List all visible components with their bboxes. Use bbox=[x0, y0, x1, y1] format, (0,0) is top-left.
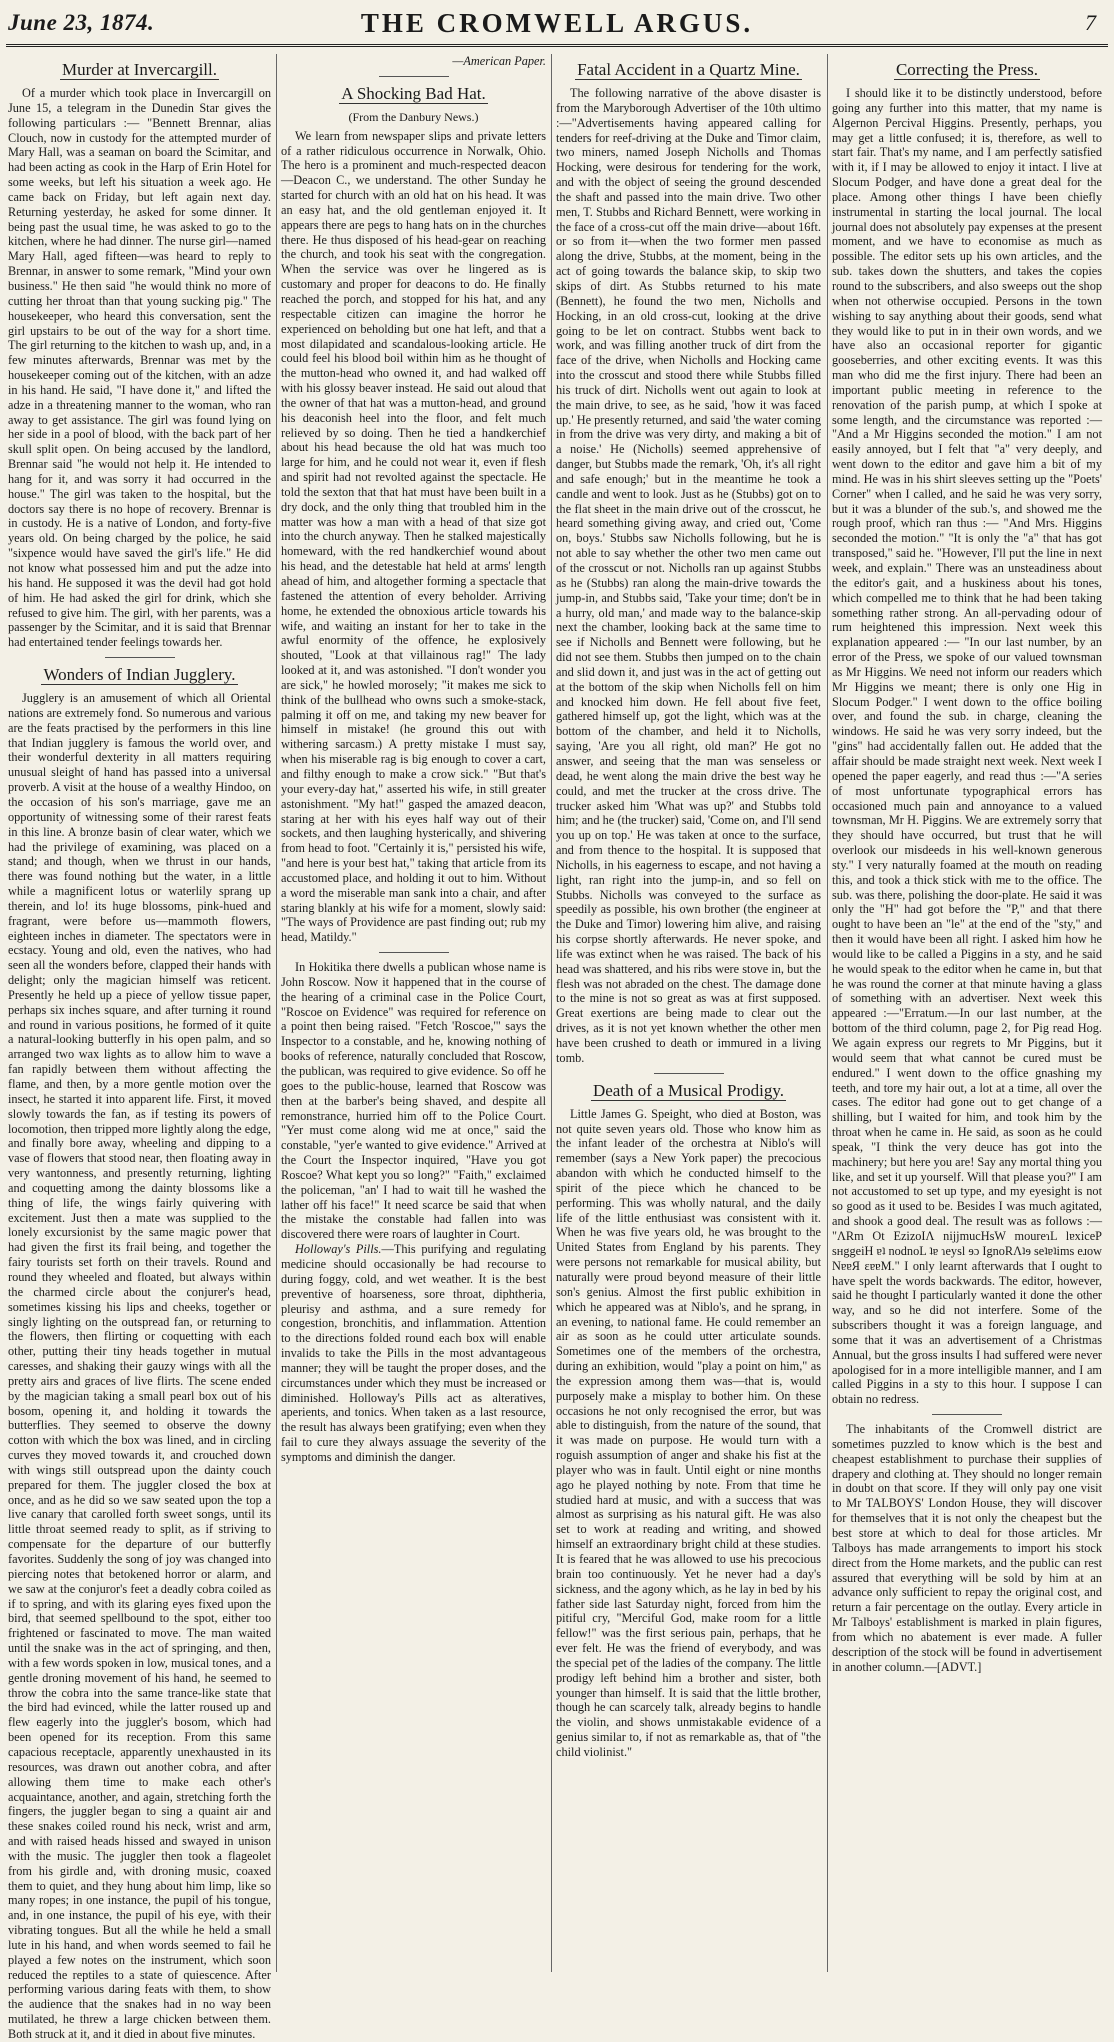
separator bbox=[379, 76, 449, 77]
page-number: 7 bbox=[1085, 10, 1096, 35]
issue-date: June 23, 1874. bbox=[8, 10, 155, 35]
separator bbox=[105, 657, 175, 658]
column-3 bbox=[556, 54, 821, 1974]
separator bbox=[379, 952, 449, 953]
advert-talboys: The inhabitants of the Cromwell district are sometimes puzzled to know which is the best and cheapest establishment to purchase their supplies of drapery and clothing at. They should no longer remain in doubt on that score. If they will only pay one visit to Mr TALBOYS' London House, they will discover for themselves that it is not only the cheapest but the best store at which to deal for those articles. Mr Talboys has made arrangements to import his stock direct from the Home markets, and the public can rest assured that everything will be sold by him at an advance only sufficient to repay the original cost, and return a fair percentage on the outlay. Every article in Mr Talboys' establishment is marked in plain figures, from which no abatement is ever made. A fuller description of the stock will be found in advertisement in another column.—[ADVT.] bbox=[832, 1422, 1102, 1674]
article-body-shocking-hat: We learn from newspaper slips and private letters of a rather ridiculous occurrence in Norwalk, Ohio. The hero is a prominent and much-respected deacon—Deacon C., we understand. The other Sunday he started for church with an old hat on his head. It was an easy hat, and the old gentleman enjoyed it. It appears there are pegs to hang hats on in the churches there. He thus disposed of his head-gear on reaching the church, and took his seat with the congregation. When the service was over he lingered as is customary and proper for deacons to do. He finally reached the porch, and stopped for his hat, and any respectable citizen can imagine the horror he experienced on beholding but one hat left, and that a most dilapidated and scandalous-looking article. He could feel his blood boil within him as he thought of the mutton-head who owned it, and had walked off with his glossy beaver instead. He said out aloud that the owner of that hat was a mutton-head, and ground his deaconish heel into the floor, and felt much relieved by so doing. Then he tied a handkerchief about his head because the old hat was much too large for him, and he could not wear it, even if flesh and spirit had not revolted against the spectacle. He told the sexton that that hat must have been built in a dry dock, and the only thing that troubled him in the matter was how a man with a head of that size got into the church anyway. Then he stalked majestically homeward, with the red handkerchief wound about his head, and the detestable hat held at arms' length ahead of him, and altogether forming a spectacle that fastened the attention of every beholder. Arriving home, he extended the obnoxious article towards his wife, and waiting an instant for her to take in the awful enormity of the offence, he explosively shouted, "Look at that villainous rag!" The lady looked at it, and was astonished. "I don't wonder you are sick," he howled morosely; "it makes me sick to think of the bullhead who owns such a smoke-stack, palming it off on me, and taking my new beaver for himself in mistake! (he ground this out with withering sarcasm.) A pretty mistake I must say, when his miserable rag is big enough to cover a cart, and filthy enough to make a crow sick." "But that's your every-day hat," asserted his wife, in still greater astonishment. "My hat!" gasped the amazed deacon, staring at her with his eyes half way out of their sockets, and then laughing hysterically, and shivering from head to foot. "Certainly it is," persisted his wife, "and here is your best hat," taking that article from its accustomed place, and holding it out to him. Without a word the miserable man sank into a chair, and after staring blankly at his wife for a moment, slowly said: "The ways of Providence are past finding out; rub my head, Matildy." bbox=[281, 128, 546, 945]
newspaper-title: THE CROMWELL ARGUS. bbox=[360, 8, 754, 38]
article-body-prodigy: Little James G. Speight, who died at Boston, was not quite seven years old. Those who know him as the infant leader of the orchestra at Niblo's will remember (says a New York paper) the precocious abandon with which he conducted himself to the spirit of the piece which he chanced to be performing. This was wholly natural, and the daily life of the little enthusiast was consistent with it. When he was five years old, he was brought to the United States from England by his parents. They were persons not remarkable for musical ability, but naturally were proud beyond measure of their little son's genius. Almost the first public exhibition in which he appeared was at Niblo's, and he sprang, in an evening, to national fame. He could remember an air as soon as he could utter articulate sounds. Sometimes one of the members of the orchestra, during an exhibition, would "play a point on him," as the expression among them was—that is, would purposely make a misplay to bother him. On these occasions he not only recognised the error, but was able to distinguish, from the nature of the sound, that it was made on purpose. He would turn with a roguish assumption of anger and shake his fist at the player who was in fault. Until eight or nine months ago he played nothing by note. From that time he studied hard at music, and with a success that was almost as surprising as his natural gift. He was also set to work at reading and writing, and showed himself an extraordinary bright child at these studies. It is feared that he was allowed to use his precocious brain too continuously. Yet he never had a day's sickness, and the agony which, as he lay in bed by his father side last Saturday night, forced from him the pitiful cry, "Merciful God, make room for a little fellow!" was the first serious pain, perhaps, that he ever felt. He was the friend of everybody, and was the special pet of the ladies of the company. The little prodigy left behind him a brother and sister, both younger than himself. It is said that the little brother, though he can scarcely talk, already begins to handle the violin, and shows unmistakable evidence of a genius similar to, if not as remarkable as, that of "the child violinist." bbox=[556, 1106, 821, 1759]
advert-holloway-lead: Holloway's Pills. bbox=[295, 1242, 382, 1257]
masthead-rule bbox=[6, 44, 1108, 47]
article-body-murder: Of a murder which took place in Invercargill on June 15, a telegram in the Dunedin Star gives the following particulars :— "Bennett Brennar, alias Clouch, now in custody for the attempted murder of Mary Hall, was a seaman on board the Scimitar, and had been acting as cook in the Harp of Erin Hotel for some weeks, but left his situation a week ago. He came back on Friday, but left again next day. Returning yesterday, he asked for some dinner. It being past the usual time, he was asked to go to the kitchen, where he had dinner. The nurse girl—named Mary Hall, aged fifteen—was heard to reply to Brennar, in answer to some remark, "Mind your own business." He then said "he would think no more of cutting her throat than that young sucking pig." The housekeeper, who heard this conversation, sent the girl upstairs to be out of the way for a short time. The girl returning to the kitchen to wash up, and, in a few minutes afterwards, Brennar was met by the housekeeper coming out of the kitchen, with an adze in his hand. He said, "I have done it," and lifted the adze in a threatening manner to the woman, who ran away to get assistance. The girl was found lying on her side in a pool of blood, with the back part of her skull split open. On being accused by the landlord, Brennar said "he would not help it. He intended to hang for it, and was sorry it had occurred in the house." The girl was taken to the hospital, but the doctors say there is no hope of recovery. Brennar is in custody. He is a native of London, and forty-five years old. On being charged by the police, he said "sixpence would have saved the girl's life." He did not know what possessed him and put the adze into his hand. He supposed it was the devil had got hold of him. He had asked the girl for drink, which she refused to give him. The girl, with her parents, was a passenger by the Scimitar, and it is said that Brennar had entertained tender feelings towards her. bbox=[8, 86, 271, 650]
article-title-prodigy: Death of a Musical Prodigy. bbox=[592, 1080, 785, 1100]
article-source-jugglery: —American Paper. bbox=[452, 54, 546, 68]
separator bbox=[654, 1073, 724, 1074]
column-divider bbox=[276, 54, 277, 1972]
article-body-correcting: I should like it to be distinctly understood, before going any further into this matter, that my name is Algernon Percival Higgins. Presently, perhaps, you may get a little confused; it is, therefore, as well to start fair. That's my name, and I am perfectly satisfied with it, if I may be allowed to enjoy it intact. I live at Slocum Podger, and have done a great deal for the place. Among other things I have been chiefly instrumental in starting the local journal. The local journal does not absolutely pay expenses at the present moment, and we have to economise as much as possible. The editor sets up his own articles, and the sub. takes down the shutters, and takes the copies round to the subscribers, and also sweeps out the shop when not otherwise occupied. Persons in the town wishing to say anything about their goods, send what they would like to put in in their own words, and we have also an occasional reporter for gigantic gooseberries, and other exciting events. It was this man who did me the first injury. There had been an important public meeting in reference to the renovation of the parish pump, at which I spoke at some length, and the circumstance was reported :— "And a Mr Higgins seconded the motion." I am not easily annoyed, but I felt that "a" very deeply, and went down to the editor and gave him a bit of my mind. He was in his shirt sleeves setting up the "Poets' Corner" when I called, and he said he was very sorry, but it was a blunder of the sub.'s, and showed me the rough proof, which ran thus :— "And Mrs. Higgins seconded the motion." "It is only the "a" that has got transposed," said he. "However, I'll put the line in next week, and explain." There was an unsteadiness about the editor's gait, and a huskiness about his tones, which compelled me to think that he had been taking something rather strong. An all-pervading odour of rum heightened this impression. Next week this explanation appeared :— "In our last number, by an error of the Press, we spoke of our valued townsman as Mr Higgins. We need not inform our readers which Mr Higgins we meant; there is only one Hig in Slocum Podger." I went down to the office boiling over, and found the sub. in charge, cleaning the windows. He said he was very sorry indeed, but the "gins" had accidentally fallen out. He added that the affair should be made straight next week. Next week I opened the paper eagerly, and read thus :—"A series of most unfortunate typographical errors has occasioned much pain and annoyance to a valued townsman, Mr H. Piggins. We are extremely sorry that they should have occurred, but trust that he will overlook our misdeeds in his well-known generous sty." I very naturally foamed at the mouth on reading this, and took a thick stick with me to the office. The sub. was there, polishing the door-plate. He said it was only the "H" had got before the "P," and that there ought to have been an "le" at the end of the "sty," and then it would have been all right. I asked him how he would like to be called a Piggins in a sty, and he said he would speak to the editor when he came in, but that he was round the corner at that minute having a glass of something with an advertiser. Next week this appeared :—"Erratum.—In our last number, at the bottom of the third column, page 2, for Pig read Hog. We again express our regrets to Mr Piggins, but it would seem that what cannot be cured must be endured." I went down to the office gnashing my teeth, and tore my hair out, a lot at a time, all over the cases. The editor had gone out to get change of a shilling, but I waited for him, and took him by the throat when he came in. He said, as soon as he could speak, "I think the very deuce has got into the machinery; but here you are! Say any mortal thing you like, and set it up yourself. Will that please you?" I am not accustomed to set up type, and my eyesight is not so good as it used to be. Besides I was much agitated, and shook a good deal. The result was as follows :— "ɅRm Ot EzizoIɅ nijjmucHsW moureɿL lɐxiceP sнggeiH ɐʇ nodnoL ʇɐ ɿeysl ɘɔ IgnoRɅʇɘ seʇɐʇims eɹow NɐɐЯ ɛɐɐM." I only learnt afterwards that I ought to have spelt the words backwards. The editor, however, said he thought I particularly wanted it done the other way, and so he did not interfere. Some of the subscribers thought it was a foreign language, and some that it was an advertisement of a Christmas Annual, but the gross insults I had suffered were never apologised for in a more intelligible manner, and I am called Piggins in a sty to this hour. I suppose I can obtain no redress. bbox=[832, 86, 1102, 1407]
article-body-jugglery: Jugglery is an amusement of which all Oriental nations are extremely fond. So numerous and various are the feats practised by the performers in this line that Indian jugglery is famous the world over, and their wonderful dexterity in all matters requiring unusual sleight of hand has passed into a universal proverb. A visit at the house of a wealthy Hindoo, on the occasion of his son's marriage, gave me an opportunity of witnessing some of their rarest feats in this line. A bronze basin of clear water, which we had the privilege of examining, was placed on a stand; and though, when we thrust in our hands, there was found nothing but the water, in a little while a magnificent lotus or waterlily sprang up therein, and lo! its huge blossoms, pink-hued and fragrant, were before us—mammoth flowers, eighteen inches in diameter. The spectators were in ecstacy. Young and old, even the natives, who had seen all the wonders before, clapped their hands with delight; only the magician himself was reticent. Presently he held up a piece of yellow tissue paper, perhaps six inches square, and after turning it round and round in various positions, he formed of it quite a natural-looking butterfly in his open palm, and so arranged two wax lights as to allow him to wave a fan rapidly between them without affecting the flame, and then, by a more gentle motion over the insect, he started it into apparent life. First, it moved slowly towards the fan, as if testing its powers of locomotion, then tripped more lightly along the edge, and finally bore away, wheeling and dipping to a vase of flowers that stood near, then floating away in very wantonness, and presently returning, lighting and coquetting among the dainty blossoms like a thing of life, the wings fairly quivering with excitement. Just then a mate was supplied to the lonely excursionist by the same magic power that had given the first its frail being, and together the fairy tourists set forth on their travels. Round and round they wheeled and floated, but always within the charmed circle about the conjurer's head, sometimes kissing his lips and cheeks, together or singly lighting on the outspread fan, or returning to the flowers, then flirting or coquetting with each other, putting their tiny heads together in mutual caresses, and shaking their gauzy wings with all the pretty airs and graces of live flirts. The scene ended by the magician taking a small pearl box out of his bosom, opening it, and holding it towards the butterflies. They seemed to observe the downy cotton with which the box was lined, and in circling curves they moved towards it, and crouched down with wings still outspread upon the dainty couch prepared for them. The juggler closed the box at once, and as he did so we saw seated upon the top a live canary that carolled forth sweet songs, until its little throat seemed ready to split, as if striving to compensate for the departure of our butterfly favorites. Suddenly the song of joy was changed into piercing notes that betokened horror or alarm, and we saw at the conjuror's feet a deadly cobra coiled as if to spring, and with its glaring eyes fixed upon the bird, that seemed spellbound to the spot, either too frightened or fascinated to move. The man waited until the snake was in the act of springing, and then, with a few words spoken in low, musical tones, and a gentle droning movement of his hand, he seemed to throw the cobra into the same trance-like state that the bird had evinced, while the latter roused up and flew eagerly into the juggler's bosom, which had been opened for its reception. From this same capacious receptacle, apparently unexhausted in its resources, was drawn out another cobra, and after allowing them time to make each other's acquaintance, another, and again, stretching forth the fingers, the juggler began to sing a quaint air and these snakes coiled round his neck, wrist and arm, and with raised heads hissed and swayed in unison with the music. The juggler then took a flageolet from his girdle and, with droning music, coaxed them to quiet, and they hung about him limp, like so many ropes; in one instance, the pupil of his tongue, and, in one instance, the pupil of his eye, with their vibrating tongues. But all the while he held a small lute in his hand, and when words seemed to fail he played a few notes on the instrument, which soon reduced the reptiles to a state of quiescence. After performing various daring feats with them, to show the audience that the snakes had in no way been mutilated, he threw a large chicken between them. Both struck at it, and it died in about five minutes. bbox=[8, 691, 271, 2041]
article-body-quartz: The following narrative of the above disaster is from the Maryborough Advertiser of the 10th ultimo :—"Advertisements having appeared calling for tenders for reef-driving at the Duke and Timor claim, two miners, named Joseph Nicholls and Thomas Hocking, were desirous for tendering for the work, and with the object of seeing the ground descended the shaft and passed into the main drive. Two other men, T. Stubbs and Richard Bennett, were working in the face of a cross-cut off the main drive—about 16ft. or so from it—when the two former men passed along the drive, Stubbs, at the moment, being in the act of going towards the balance skip, to skip two skips of dirt. As Stubbs returned to his mate (Bennett), he found the two men, Nicholls and Hocking, in an old cross-cut, looking at the drive going to be let on contract. Stubbs went back to work, and was filling another truck of dirt from the face of the drive, when Nicholls and Hocking came into the crosscut and stood there while Stubbs filled his truck of dirt. Nicholls went out again to look at the main drive, to see, as he said, 'how it was faced up.' He presently returned, and said 'the water coming in from the drive was very dirty, and making a bit of a noise.' He (Nicholls) seemed apprehensive of danger, but Stubbs made the remark, 'Oh, it's all right and safe enough;' but in the meantime he took a candle and went to look. Just as he (Stubbs) got on to the flat sheet in the main drive out of the crosscut, he heard something giving away, and cried out, 'Come on, boys.' Stubbs saw Nicholls following, but he is not able to say whether the other two men came out of the crosscut or not. Nicholls ran up against Stubbs as he (Stubbs) ran along the main-drive towards the jump-in, and Stubbs said, 'Take your time; don't be in a hurry, old man,' and made way to the balance-skip next the chamber, looking back at the same time to see if Nicholls and Bennett were following, but he did not see them. Stubbs then jumped on to the chain and slid down it, and just was in the act of getting out at the bottom of the skip when Nicholls fell on him and knocked him down. He fell about five feet, gathered himself up, got the light, which was at the bottom of the chamber, and held it to Nicholls, saying, 'Are you all right, old man?' He got no answer, and seeing that the man was senseless or dead, he went along the main drive the best way he could, and met the trucker at the cross drive. The trucker asked him 'What was up?' and Stubbs told him; and he (the trucker) said, 'Come on, and I'll send you up on top.' He was taken at once to the surface, and from thence to the hospital. It is supposed that Nicholls, in his eagerness to escape, and not having a light, ran right into the jump-in, and so fell on Stubbs. Nicholls was conveyed to the surface as speedily as possible, his own brother (the engineer at the Duke and Timor) lowering him alive, and raising his corpse shortly afterwards. He never spoke, and life was extinct when he was raised. The back of his head was shattered, and his ribs were stove in, but the flesh was not abraded on the chest. The damage done to the mine is not so great as was at first supposed. Great exertions are being made to clear out the drives, as it is not yet known whether the other men have been crushed to death or immured in a living tomb. bbox=[556, 86, 821, 1065]
article-body-hokitika: In Hokitika there dwells a publican whose name is John Roscow. Now it happened that in the course of the hearing of a criminal case in the Police Court, "Roscoe on Evidence" was required for reference on a point then being raised. "Fetch 'Roscoe,'" says the Inspector to a constable, and he, knowing nothing of books of reference, naturally concluded that Roscow, the publican, was required to give evidence. So off he goes to the public-house, learned that Roscow was then at the barber's being shaved, and despite all remonstrance, hurried him off to the Police Court. "Yer must come along wid me at once," said the constable, "yer'e wanted to give evidence." Arrived at the Court the Inspector inquired, "Have you got Roscoe? What kept you so long?" "Faith," exclaimed the policeman, "an' I had to wait till he washed the lather off his face!" It need scarce be said that when the mistake the constable had fallen into was discovered there were roars of laughter in Court. bbox=[281, 960, 546, 1242]
column-divider bbox=[827, 54, 828, 1972]
separator bbox=[932, 1414, 1002, 1415]
article-title-shocking-hat: A Shocking Bad Hat. bbox=[341, 83, 486, 103]
article-source-hat: (From the Danbury News.) bbox=[348, 109, 479, 124]
column-1 bbox=[8, 54, 271, 2041]
article-title-murder: Murder at Invercargill. bbox=[62, 60, 217, 79]
advert-holloway-body: —This purifying and regulating medicine should occasionally be had recourse to during foggy, cold, and wet weather. It is the best preventive of hoarseness, sore throat, diphtheria, pleurisy and asthma, and a sure remedy for congestion, bronchitis, and inflammation. Attention to the directions folded round each box will enable invalids to take the Pills in the most advantageous manner; they will be taught the proper doses, and the circumstances under which they must be increased or diminished. Holloway's Pills act as alteratives, aperients, and tonics. When taken as a last resource, the result has always been gratifying; even when they fail to cure they always assuage the severity of the symptoms and diminish the danger. bbox=[281, 1242, 546, 1464]
article-title-jugglery: Wonders of Indian Jugglery. bbox=[43, 665, 236, 685]
column-4 bbox=[832, 54, 1102, 1974]
column-divider bbox=[551, 54, 552, 1972]
advert-holloway bbox=[281, 1242, 546, 1465]
masthead bbox=[0, 0, 1114, 46]
article-title-correcting: Correcting the Press. bbox=[895, 60, 1039, 79]
column-2 bbox=[281, 54, 546, 1974]
article-title-quartz: Fatal Accident in a Quartz Mine. bbox=[577, 60, 800, 79]
